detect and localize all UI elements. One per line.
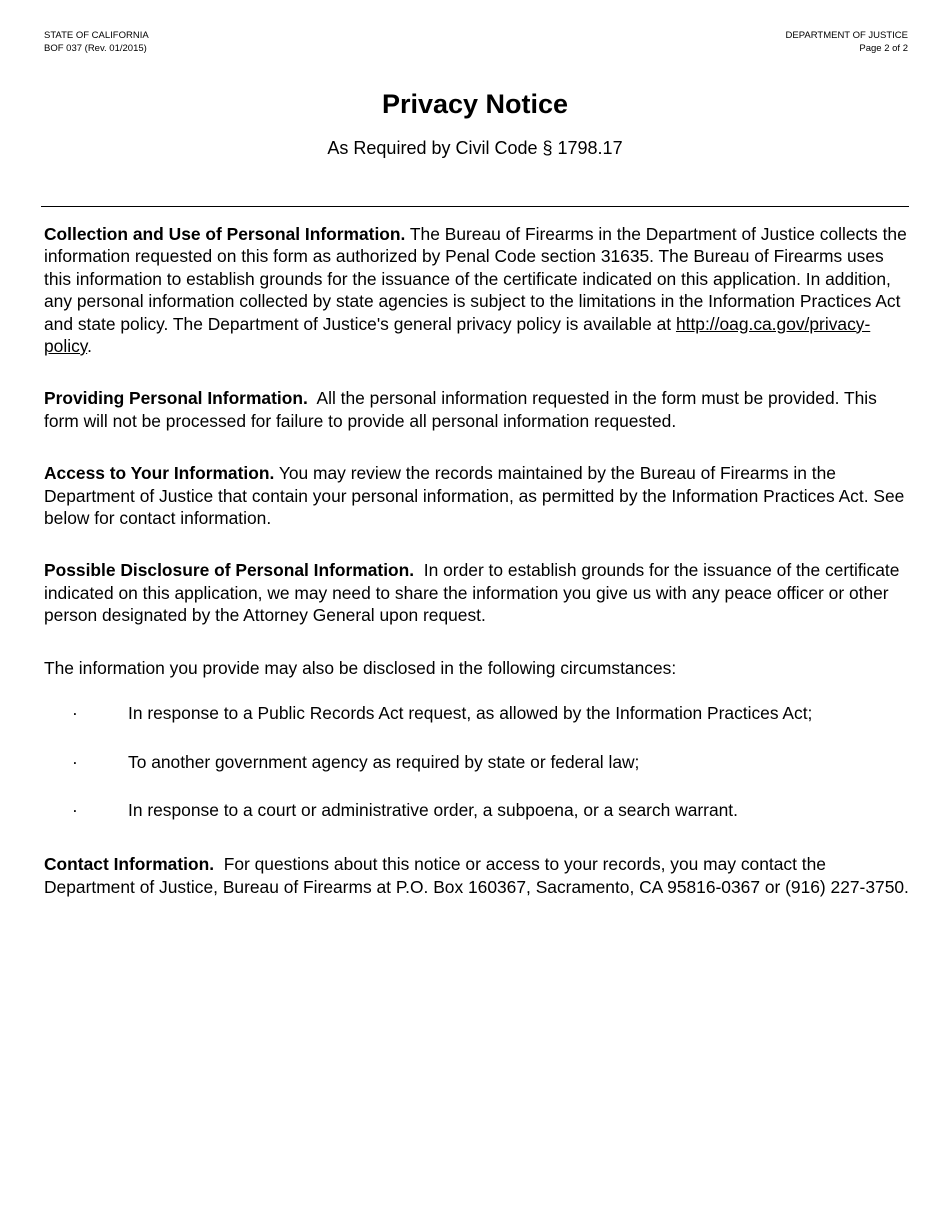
section-heading: Access to Your Information. bbox=[44, 463, 275, 484]
page-title: Privacy Notice bbox=[381, 89, 569, 119]
section-heading: Possible Disclosure of Personal Information. bbox=[44, 560, 415, 581]
privacy-policy-link[interactable]: http://oag.ca.gov/privacy-policy bbox=[44, 313, 871, 357]
bullet-icon: · bbox=[72, 703, 78, 724]
bullet-icon: · bbox=[72, 751, 78, 772]
page-number: Page 2 of 2 bbox=[859, 43, 908, 54]
list-item bbox=[44, 799, 910, 821]
list-item-text: In response to a court or administrative order, a subpoena, or a search warrant. bbox=[128, 799, 738, 820]
section-disclosure bbox=[44, 559, 910, 626]
section-contact bbox=[44, 853, 910, 898]
form-number: BOF 037 (Rev. 01/2015) bbox=[44, 43, 147, 54]
divider bbox=[41, 206, 909, 207]
form-header-left bbox=[44, 29, 149, 55]
list-item-text: To another government agency as required by state or federal law; bbox=[128, 751, 640, 772]
section-text: In order to establish grounds for the issuance of the certificate indicated on this application, we may need to share the information you give us with any peace officer or other person designated by the Attorney General upon request. bbox=[44, 560, 900, 626]
section-text: The Bureau of Firearms in the Department of Justice collects the information requested on this form as authorized by Penal Code section 31635. The Bureau of Firearms uses this information to establish grounds for the issuance of the certificate indicated on this application. In addition, any personal information collected by state agencies is subject to the limitations in the Information Practices Act and state policy. The Department of Justice's general privacy policy is available at bbox=[44, 224, 907, 334]
list-item bbox=[44, 702, 910, 724]
bullet-icon: · bbox=[72, 799, 78, 820]
section-heading: Contact Information. bbox=[44, 854, 215, 875]
form-header-right bbox=[786, 29, 908, 55]
section-heading: Collection and Use of Personal Information. bbox=[44, 224, 406, 244]
section-text: All the personal information requested in the form must be provided. This form will not be processed for failure to provide all personal information requested. bbox=[44, 388, 877, 431]
circumstances-intro: The information you provide may also be disclosed in the following circumstances: bbox=[44, 657, 677, 678]
agency-state: STATE OF CALIFORNIA bbox=[44, 30, 149, 41]
section-collection bbox=[44, 223, 910, 357]
list-item-text: In response to a Public Records Act request, as allowed by the Information Practices Act; bbox=[128, 703, 813, 724]
section-heading: Providing Personal Information. bbox=[44, 388, 308, 409]
section-providing bbox=[44, 387, 910, 432]
section-text: You may review the records maintained by the Bureau of Firearms in the Department of Justice that contain your personal information, as permitted by the Information Practices Act. See below for contact information. bbox=[44, 463, 905, 529]
department-name: DEPARTMENT OF JUSTICE bbox=[785, 30, 908, 41]
sentence-end: . bbox=[87, 336, 93, 357]
section-text: For questions about this notice or access to your records, you may contact the Department of Justice, Bureau of Firearms at P.O. Box 160367, Sacramento, CA 95816-0367 or (916) 227-3750. bbox=[44, 854, 909, 897]
page-subtitle: As Required by Civil Code § 1798.17 bbox=[327, 138, 623, 158]
list-item bbox=[44, 751, 910, 773]
section-access bbox=[44, 462, 910, 529]
notice-body bbox=[44, 223, 910, 898]
